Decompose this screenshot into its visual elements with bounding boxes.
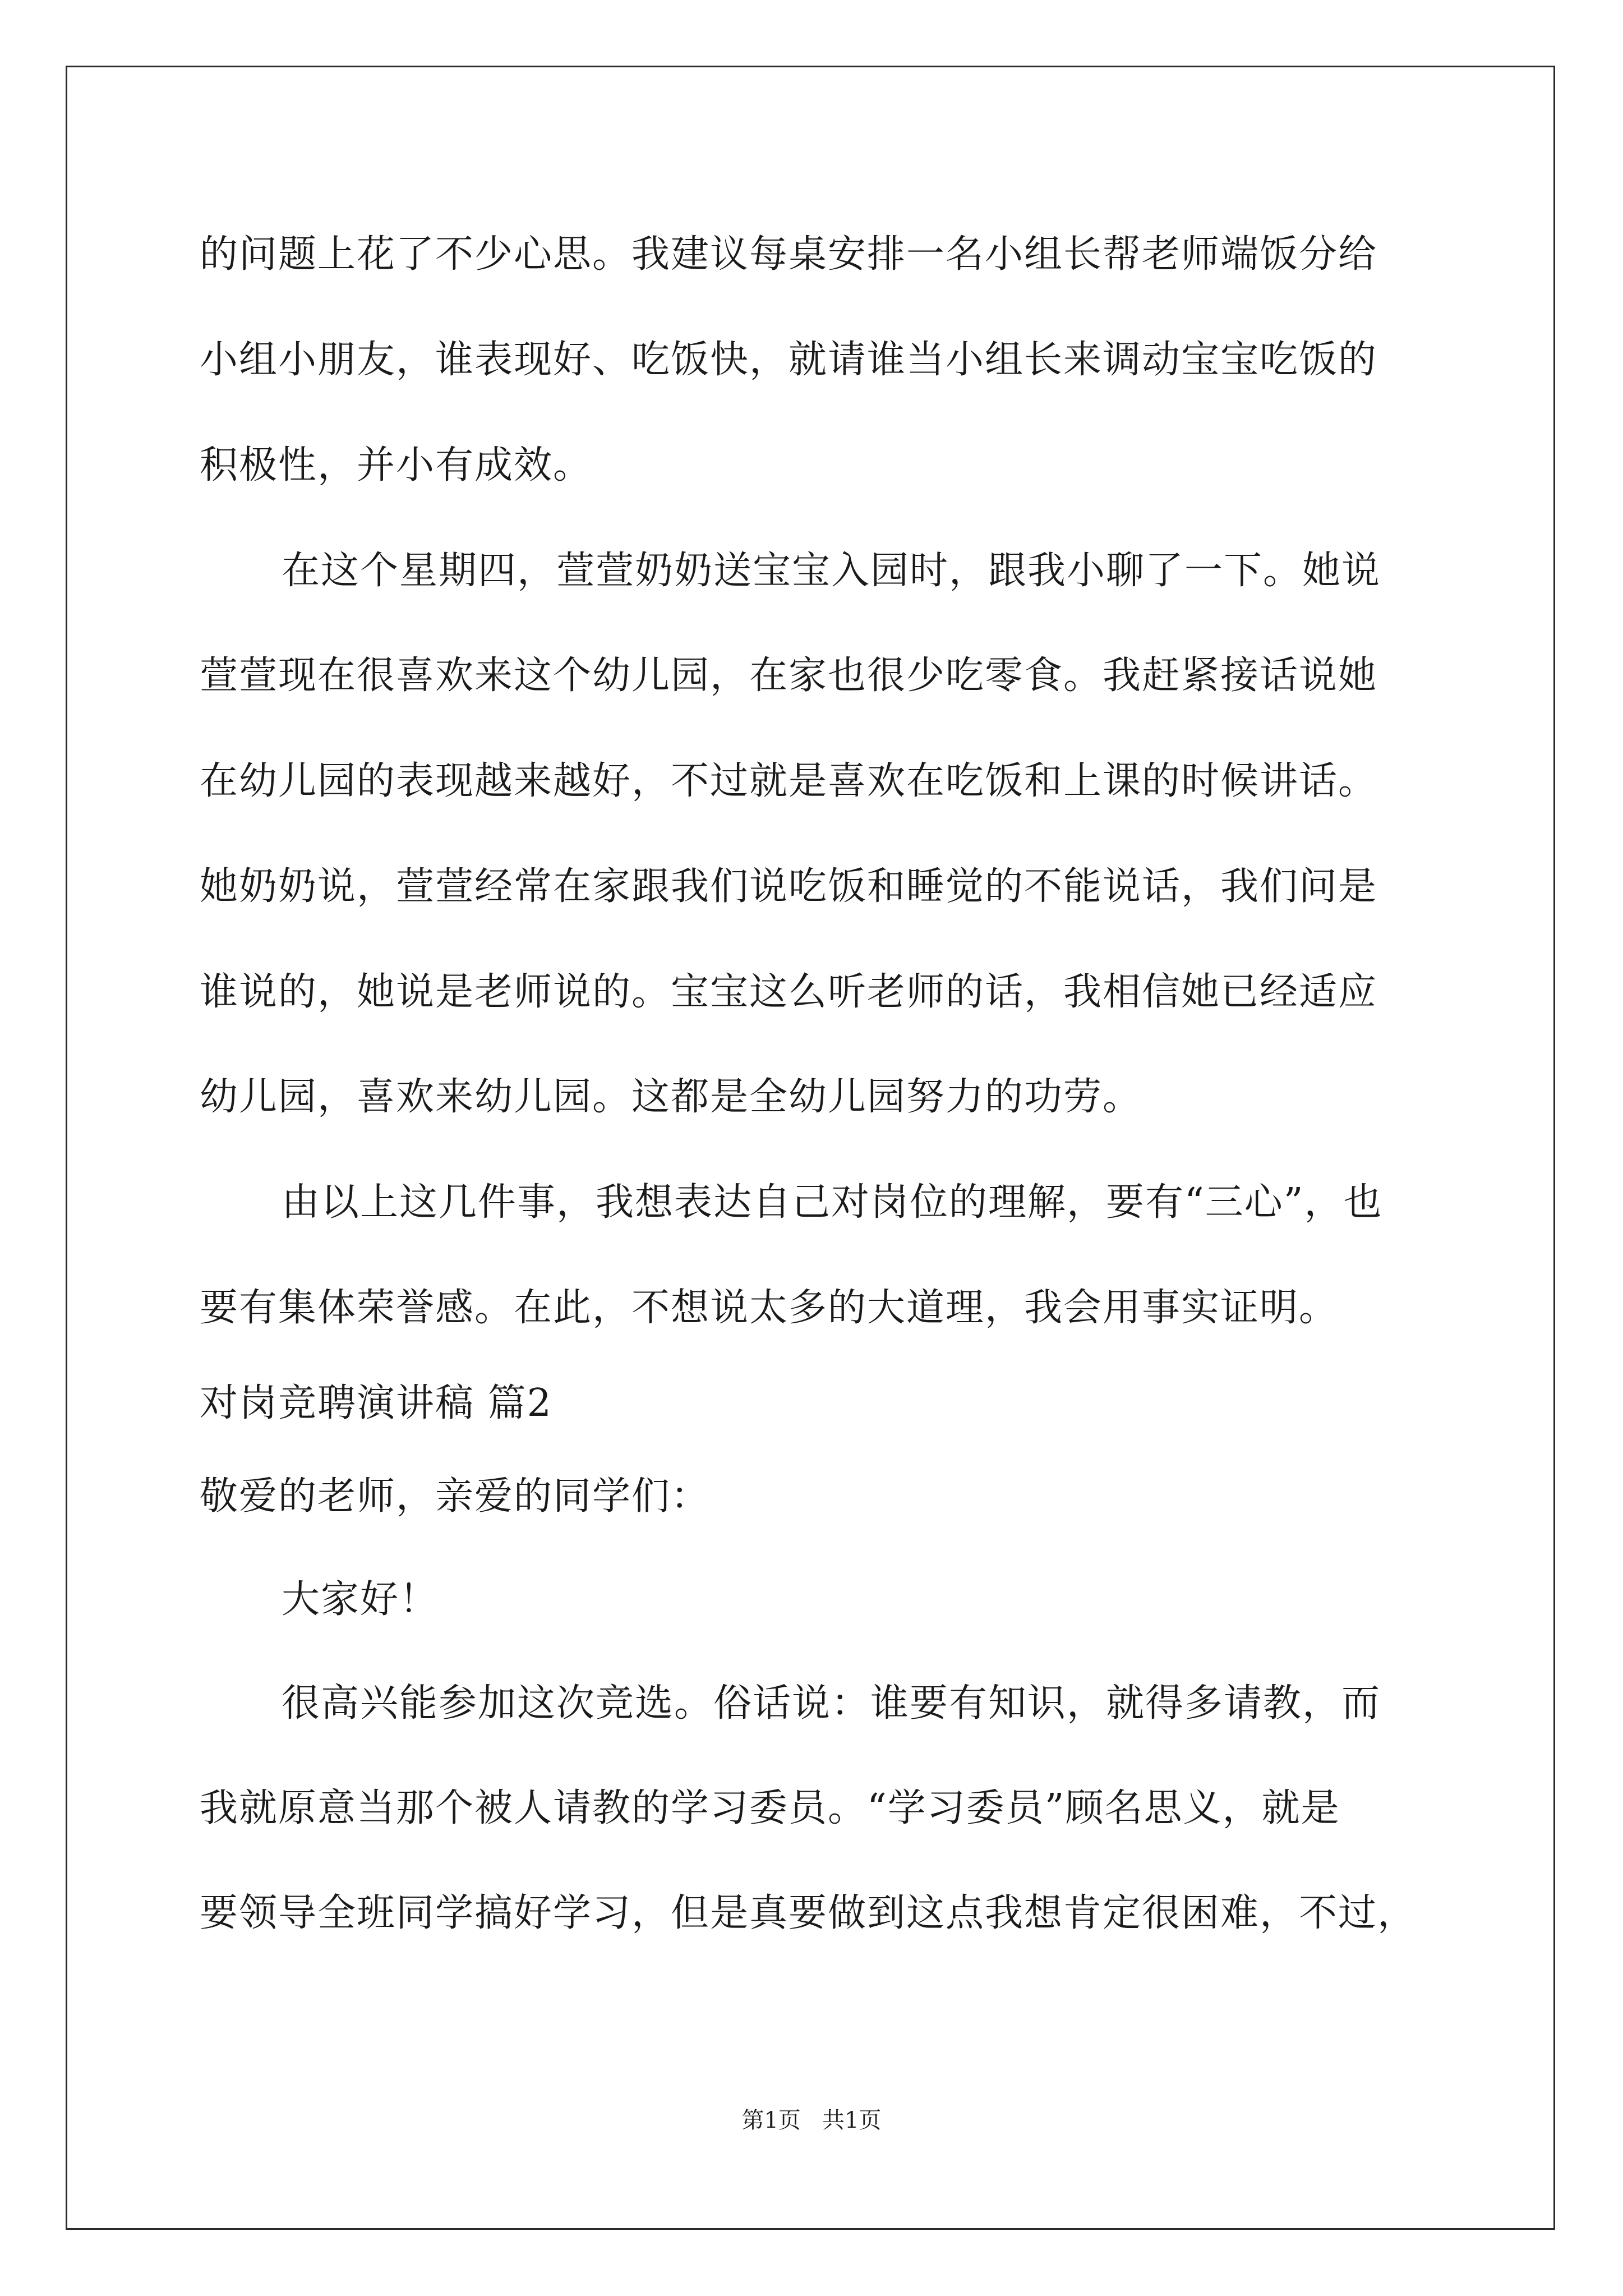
text-line: 我就原意当那个被人请教的学习委员。“学习委员”顾名思义，就是 [200, 1786, 1340, 1830]
text-line: 要有集体荣誉感。在此，不想说太多的大道理，我会用事实证明。 [200, 1286, 1339, 1330]
text-line: 的问题上花了不少心思。我建议每桌安排一名小组长帮老师端饭分给 [200, 232, 1378, 277]
text-line: 谁说的，她说是老师说的。宝宝这么听老师的话，我相信她已经适应 [200, 970, 1378, 1014]
greeting: 大家好！ [282, 1577, 439, 1622]
text-line: 由以上这几件事，我想表达自己对岗位的理解，要有“三心”，也 [282, 1180, 1383, 1225]
text-line: 积极性，并小有成效。 [200, 443, 593, 487]
salutation: 敬爱的老师，亲爱的同学们： [200, 1474, 711, 1519]
text-line: 在这个星期四，萱萱奶奶送宝宝入园时，跟我小聊了一下。她说 [282, 549, 1381, 593]
text-line: 她奶奶说，萱萱经常在家跟我们说吃饭和睡觉的不能说话，我们问是 [200, 864, 1378, 909]
text-line: 幼儿园，喜欢来幼儿园。这都是全幼儿园努力的功劳。 [200, 1075, 1142, 1119]
text-line: 要领导全班同学搞好学习，但是真要做到这点我想肯定很困难，不过， [200, 1891, 1417, 1935]
section-heading: 对岗竞聘演讲稿 篇2 [200, 1381, 552, 1425]
text-line: 很高兴能参加这次竞选。俗话说：谁要有知识，就得多请教，而 [282, 1681, 1381, 1726]
text-line: 在幼儿园的表现越来越好，不过就是喜欢在吃饭和上课的时候讲话。 [200, 759, 1378, 803]
text-line: 萱萱现在很喜欢来这个幼儿园，在家也很少吃零食。我赶紧接话说她 [200, 654, 1378, 698]
text-line: 小组小朋友，谁表现好、吃饭快，就请谁当小组长来调动宝宝吃饭的 [200, 338, 1378, 382]
page-footer: 第1页 共1页 [741, 2108, 882, 2133]
